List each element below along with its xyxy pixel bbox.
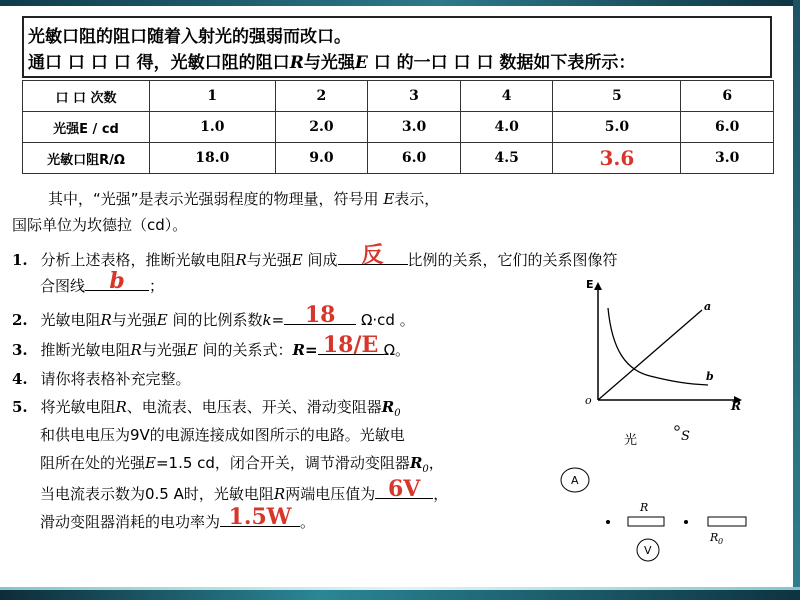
table-cell: 1 <box>150 81 276 112</box>
resistor-R0-subscript: 0 <box>718 537 724 546</box>
top-frame-bar <box>0 0 800 6</box>
table-cell: 2 <box>275 81 368 112</box>
answer-text: 1.5W <box>228 504 292 530</box>
paragraph-line-2 <box>12 214 187 235</box>
text: 间的比例系数 <box>167 311 263 329</box>
text: 推断光敏电阻 <box>40 341 131 359</box>
table-cell: 2.0 <box>275 112 368 143</box>
table-cell: 6.0 <box>681 112 774 143</box>
subscript: 0 <box>394 408 401 419</box>
intro-line-2 <box>28 48 635 73</box>
intro-text-2a: 通口 口 口 口 得，光敏口阻的阻口 <box>28 53 290 73</box>
e-r-graph <box>578 276 758 416</box>
symbol-E: E <box>354 53 368 73</box>
text: 分析上述表格，推断光敏电阻 <box>40 251 236 269</box>
photoresistor-R <box>628 517 664 526</box>
text: 间成 <box>302 251 338 269</box>
intro-text-2b: 与光强 <box>303 53 355 73</box>
text: 其中，“光强”是表示光强弱程度的物理量，符号用 <box>48 190 384 208</box>
text: 当电流表示数为0.5 A时，光敏电阻 <box>40 485 274 503</box>
question-5-line-2 <box>40 424 405 445</box>
line-a-label: a <box>704 300 712 313</box>
table-cell-answer: 3.6 <box>553 143 681 174</box>
intro-line-1 <box>28 22 351 47</box>
line-a <box>598 310 702 400</box>
question-number: 1. <box>12 251 28 269</box>
question-5-line-5 <box>40 504 316 532</box>
subscript: 0 <box>422 464 429 475</box>
answer-text: 18 <box>304 302 336 328</box>
table-cell: 4.5 <box>460 143 553 174</box>
text: 两端电压值为 <box>285 485 376 503</box>
symbol-R0: R <box>409 454 423 472</box>
data-table <box>22 80 774 174</box>
text: ， <box>428 454 444 472</box>
rheostat-R0 <box>708 517 746 526</box>
voltmeter-label: V <box>644 544 652 557</box>
ammeter-letter: A <box>571 474 579 487</box>
table-cell: 3 <box>368 81 461 112</box>
text: 国际单位为坎德拉（cd）。 <box>12 216 188 234</box>
symbol-k: k <box>262 311 272 329</box>
table-cell: 6.0 <box>368 143 461 174</box>
text: ； <box>149 277 165 295</box>
symbol-E: E <box>186 341 198 359</box>
y-axis-label: E <box>586 278 594 291</box>
table-cell: 3.0 <box>681 143 774 174</box>
bottom-frame-bar <box>0 590 800 600</box>
text: 将光敏电阻 <box>40 398 116 416</box>
question-number: 4. <box>12 370 28 388</box>
table-row-intensity <box>23 112 774 143</box>
text: 阻所在处的光强 <box>40 454 146 472</box>
text: 比例的关系，它们的关系图像符 <box>407 251 618 269</box>
text: ， <box>433 485 449 503</box>
symbol-R: R <box>115 398 127 416</box>
row-header-resistance: 光敏口阻R/Ω <box>23 143 150 174</box>
question-number: 3. <box>12 341 28 359</box>
circuit-diagram <box>590 420 770 570</box>
question-5-line-1 <box>12 396 401 419</box>
curve-b <box>608 308 708 385</box>
row-header-index: 口 口 次数 <box>23 81 150 112</box>
node-dot <box>684 520 688 524</box>
answer-blank-line <box>85 268 149 294</box>
origin-label: o <box>585 394 592 407</box>
intro-text-2c: 口 的一口 口 口 数据如下表所示： <box>367 53 636 73</box>
light-label: 光 <box>624 433 638 448</box>
x-axis-label: R <box>731 399 741 413</box>
table-cell: 18.0 <box>150 143 276 174</box>
question-2 <box>12 302 415 330</box>
text: 、电流表、电压表、开关、滑动变阻器 <box>126 398 382 416</box>
right-frame-bar <box>793 0 800 600</box>
text: =1.5 cd，闭合开关，调节滑动变阻器 <box>155 454 410 472</box>
question-5-line-4 <box>40 476 449 504</box>
text: 光敏电阻 <box>40 311 101 329</box>
text: 与光强 <box>246 251 292 269</box>
question-number: 5. <box>12 398 28 416</box>
symbol-R: R <box>292 341 305 359</box>
symbol-R: R <box>289 53 304 73</box>
table-cell: 1.0 <box>150 112 276 143</box>
table-cell: 5 <box>553 81 681 112</box>
text: 合图线 <box>40 277 86 295</box>
text: 间的关系式： <box>197 341 293 359</box>
symbol-R0: R <box>381 398 395 416</box>
answer-blank-power <box>220 504 300 530</box>
symbol-R: R <box>273 485 286 503</box>
table-cell: 3.0 <box>368 112 461 143</box>
text: Ω。 <box>383 341 411 359</box>
node-dot <box>606 520 610 524</box>
question-4 <box>12 368 190 389</box>
answer-blank-formula <box>318 332 384 358</box>
paragraph-line-1 <box>48 188 439 209</box>
table-cell: 6 <box>681 81 774 112</box>
text: 与光强 <box>111 311 157 329</box>
answer-blank-voltage <box>375 476 433 502</box>
text: Ω·cd 。 <box>356 311 415 329</box>
resistor-R0-label: R <box>710 531 719 544</box>
y-axis-arrow <box>594 282 602 290</box>
answer-text: b <box>109 268 125 294</box>
ammeter <box>558 466 594 496</box>
answer-text: 反 <box>361 242 384 268</box>
table-cell: 4.0 <box>460 112 553 143</box>
symbol-R: R <box>100 311 112 329</box>
curve-b-label: b <box>706 370 714 383</box>
table-cell: 4 <box>460 81 553 112</box>
text: = <box>271 311 285 329</box>
row-header-intensity: 光强E / cd <box>23 112 150 143</box>
text: 滑动变阻器消耗的电功率为 <box>40 513 221 531</box>
question-number: 2. <box>12 311 28 329</box>
symbol-E: E <box>383 190 395 208</box>
answer-text: 6V <box>388 476 421 502</box>
text: 与光强 <box>141 341 187 359</box>
symbol-R: R <box>130 341 142 359</box>
switch-label: S <box>681 429 690 444</box>
text: 。 <box>300 513 316 531</box>
intro-text-1: 光敏口阻的阻口随着入射光的强弱而改口。 <box>28 27 351 47</box>
text: = <box>304 341 318 359</box>
symbol-R: R <box>235 251 247 269</box>
answer-text: 18/E <box>322 332 379 358</box>
table-cell: 9.0 <box>275 143 368 174</box>
question-3 <box>12 332 411 360</box>
symbol-E: E <box>145 454 156 472</box>
question-1-line-2 <box>40 268 165 296</box>
table-row-resistance <box>23 143 774 174</box>
answer-blank-k <box>284 302 356 328</box>
text: 和供电电压为9V的电源连接成如图所示的电路。光敏电 <box>40 426 405 444</box>
table-cell: 5.0 <box>553 112 681 143</box>
switch-contact <box>675 426 679 430</box>
symbol-E: E <box>156 311 168 329</box>
answer-blank-relation <box>338 242 408 268</box>
question-1-line-1 <box>12 242 618 270</box>
text: 请你将表格补充完整。 <box>40 370 191 388</box>
table-row-index <box>23 81 774 112</box>
resistor-R-label: R <box>640 501 649 514</box>
text: 表示， <box>394 190 440 208</box>
symbol-E: E <box>291 251 303 269</box>
question-5-line-3 <box>40 452 444 475</box>
